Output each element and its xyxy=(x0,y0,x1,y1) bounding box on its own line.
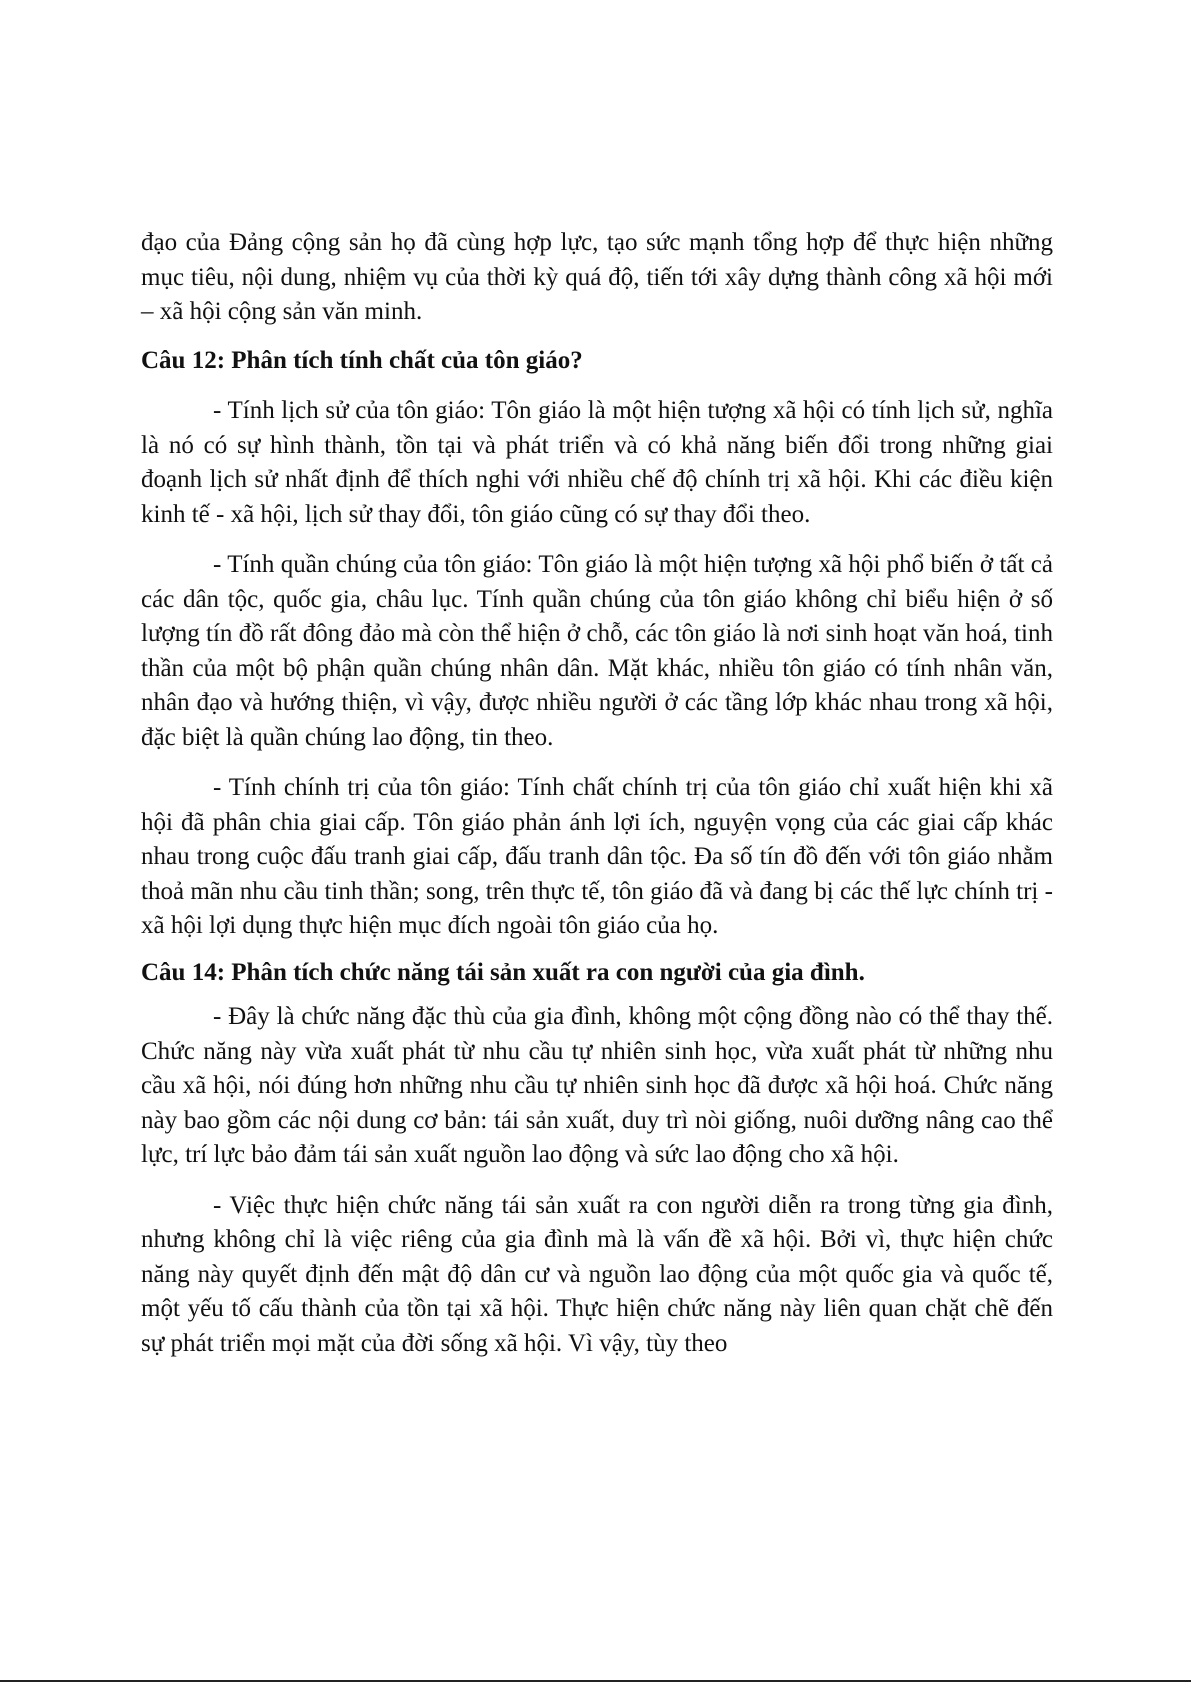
q12-paragraph-mass: - Tính quần chúng của tôn giáo: Tôn giáo là một hiện tượng xã hội phổ biến ở tất cả các dân tộc, quốc gia, châu lục. Tính quần chúng của tôn giáo không chỉ biểu hiện ở số lượng tín đồ rất đông đảo mà còn thể hiện ở chỗ, các tôn giáo là nơi sinh hoạt văn hoá, tinh thần của một bộ phận quần chúng nhân dân. Mặt khác, nhiều tôn giáo có tính nhân văn, nhân đạo và hướng thiện, vì vậy, được nhiều người ở các tầng lớp khác nhau trong xã hội, đặc biệt là quần chúng lao động, tin theo. xyxy=(141,551,1053,751)
q14-paragraph-implementation: - Việc thực hiện chức năng tái sản xuất ra con người diễn ra trong từng gia đình, nhưng không chỉ là việc riêng của gia đình mà là vấn đề xã hội. Bởi vì, thực hiện chức năng này quyết định đến mật độ dân cư và nguồn lao động của một quốc gia và quốc tế, một yếu tố cấu thành của tồn tại xã hội. Thực hiện chức năng này liên quan chặt chẽ đến sự phát triển mọi mặt của đời sống xã hội. Vì vậy, tùy theo xyxy=(141,1191,1053,1357)
q14-paragraph-function: - Đây là chức năng đặc thù của gia đình, không một cộng đồng nào có thể thay thế. Chức năng này vừa xuất phát từ nhu cầu tự nhiên sinh học, vừa xuất phát từ những nhu cầu xã hội, nói đúng hơn những nhu cầu tự nhiên sinh học đã được xã hội hoá. Chức năng này bao gồm các nội dung cơ bản: tái sản xuất, duy trì nòi giống, nuôi dưỡng nâng cao thể lực, trí lực bảo đảm tái sản xuất nguồn lao động và sức lao động cho xã hội. xyxy=(141,1003,1053,1168)
page-bottom-divider xyxy=(0,1680,1191,1682)
question-12-heading: Câu 12: Phân tích tính chất của tôn giáo? xyxy=(141,346,583,374)
q12-paragraph-political: - Tính chính trị của tôn giáo: Tính chất chính trị của tôn giáo chỉ xuất hiện khi xã hội đã phân chia giai cấp. Tôn giáo phản ánh lợi ích, nguyện vọng của các giai cấp khác nhau trong cuộc đấu tranh giai cấp, đấu tranh dân tộc. Đa số tín đồ đến với tôn giáo nhằm thoả mãn nhu cầu tinh thần; song, trên thực tế, tôn giáo đã và đang bị các thế lực chính trị - xã hội lợi dụng thực hiện mục đích ngoài tôn giáo của họ. xyxy=(141,774,1053,939)
intro-paragraph: đạo của Đảng cộng sản họ đã cùng hợp lực, tạo sức mạnh tổng hợp để thực hiện những mục tiêu, nội dung, nhiệm vụ của thời kỳ quá độ, tiến tới xây dựng thành công xã hội mới – xã hội cộng sản văn minh. xyxy=(141,229,1053,325)
q12-paragraph-historical: - Tính lịch sử của tôn giáo: Tôn giáo là một hiện tượng xã hội có tính lịch sử, nghĩa là nó có sự hình thành, tồn tại và phát triển và có khả năng biến đổi trong những giai đoạnh lịch sử nhất định để thích nghi với nhiều chế độ chính trị xã hội. Khi các điều kiện kinh tế - xã hội, lịch sử thay đổi, tôn giáo cũng có sự thay đổi theo. xyxy=(141,397,1053,528)
document-page xyxy=(141,226,1053,1361)
question-14-heading: Câu 14: Phân tích chức năng tái sản xuất ra con người của gia đình. xyxy=(141,958,865,986)
